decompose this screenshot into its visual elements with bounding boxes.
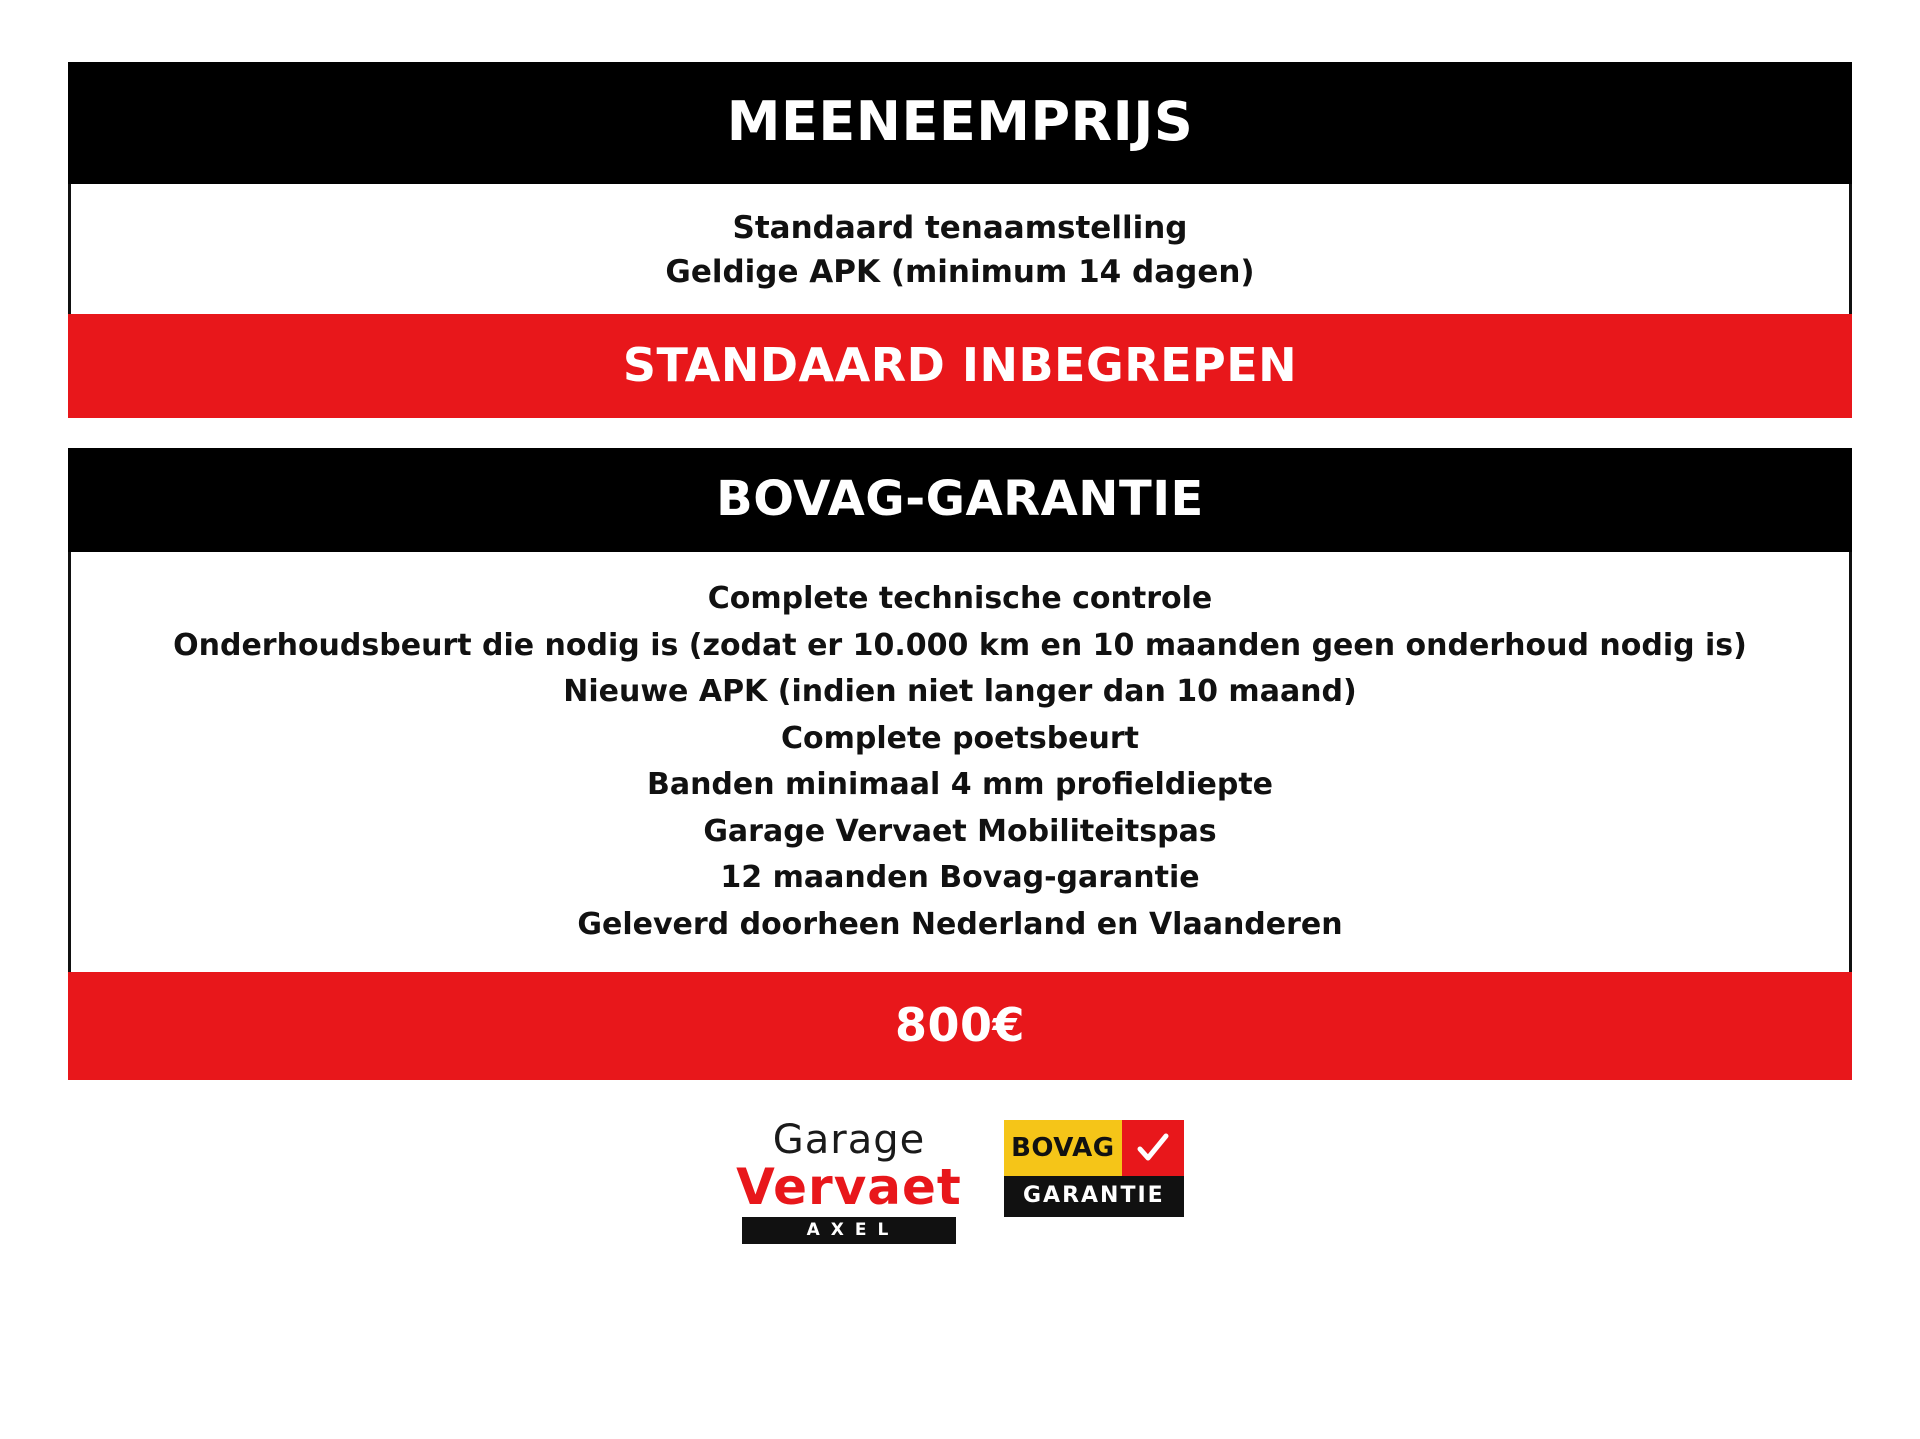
list-item: Complete poetsbeurt	[780, 720, 1140, 756]
bovag-badge-subtitle: GARANTIE	[1004, 1176, 1184, 1217]
list-item: 12 maanden Bovag-garantie	[720, 860, 1200, 896]
list-item: Geleverd doorheen Nederland en Vlaanderen	[577, 906, 1343, 942]
bovag-garantie-badge	[1004, 1120, 1184, 1217]
garage-logo-word-main: Vervaet	[736, 1158, 962, 1217]
meeneemprijs-list	[68, 184, 1852, 314]
section-divider	[68, 418, 1852, 448]
list-item: Nieuwe APK (indien niet langer dan 10 maand)	[563, 674, 1357, 710]
list-item: Complete technische controle	[707, 581, 1213, 617]
bovag-badge-top	[1004, 1120, 1184, 1176]
list-item: Onderhoudsbeurt die nodig is (zodat er 10.000 km en 10 maanden geen onderhoud nodig is)	[173, 627, 1747, 663]
list-item: Garage Vervaet Mobiliteitspas	[703, 813, 1217, 849]
standaard-inbegrepen-heading: STANDAARD INBEGREPEN	[68, 314, 1852, 418]
garage-logo-word-top: Garage	[772, 1117, 926, 1164]
garage-logo-city: AXEL	[742, 1217, 956, 1244]
price-badge: 800€	[68, 972, 1852, 1080]
bovag-badge-check-area	[1122, 1120, 1184, 1176]
bovag-benefits-list	[68, 552, 1852, 972]
page-title: MEENEEMPRIJS	[68, 62, 1852, 184]
bovag-badge-name: BOVAG	[1004, 1120, 1122, 1176]
logo-row	[68, 1117, 1852, 1244]
list-item: Banden minimaal 4 mm profieldiepte	[646, 767, 1274, 803]
check-icon	[1136, 1131, 1170, 1165]
bovag-garantie-heading: BOVAG-GARANTIE	[68, 448, 1852, 552]
list-item: Geldige APK (minimum 14 dagen)	[665, 254, 1255, 291]
garage-vervaet-logo	[736, 1117, 962, 1244]
list-item: Standaard tenaamstelling	[732, 210, 1188, 246]
